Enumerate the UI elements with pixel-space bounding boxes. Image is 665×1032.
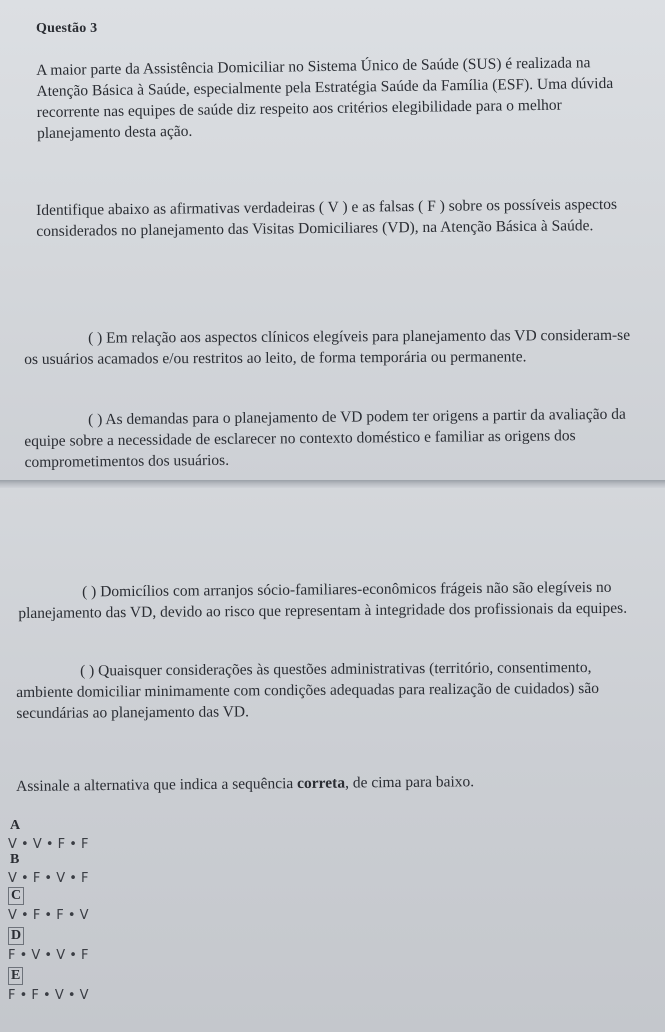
- option-c[interactable]: [8, 886, 128, 925]
- option-e[interactable]: [8, 966, 128, 1005]
- option-a[interactable]: [8, 816, 128, 854]
- option-sequence: V • F • V • F: [8, 871, 89, 886]
- option-letter: E: [8, 967, 23, 985]
- option-d[interactable]: [8, 926, 128, 965]
- option-sequence: F • F • V • V: [8, 988, 89, 1003]
- paper-fold: [0, 480, 665, 488]
- prompt-text-end: , de cima para baixo.: [344, 773, 475, 792]
- statement-4: ( ) Quaisquer considerações às questões administrativas (território, consentimento, ambiente domiciliar minimamente com condições adequadas para realização de cuidados) são secundárias ao planejamento das VD.: [16, 658, 599, 722]
- option-letter: A: [10, 818, 21, 833]
- option-sequence: V • V • F • F: [8, 837, 89, 852]
- statement-2: ( ) As demandas para o planejamento de VD podem ter origens a partir da avaliação da equipe sobre a necessidade de esclarecer no contexto doméstico e familiar as origens dos comprometimentos dos usuários.: [24, 405, 626, 471]
- statement-1: ( ) Em relação aos aspectos clínicos elegíveis para planejamento das VD consideram-se os usuários acamados e/ou restritos ao leito, de forma temporária ou permanente.: [24, 326, 631, 368]
- option-b[interactable]: [8, 850, 128, 888]
- option-sequence: F • V • V • F: [8, 948, 89, 963]
- prompt-text-bold: correta: [297, 774, 346, 793]
- option-sequence: V • F • F • V: [8, 908, 89, 923]
- question-instruction: Identifique abaixo as afirmativas verdadeiras ( V ) e as falsas ( F ) sobre os possíveis aspectos considerados no planejamento das Visitas Domiciliares (VD), na Atenção Básica à Saúde.: [36, 195, 618, 240]
- option-letter: D: [8, 927, 24, 945]
- statement-3: ( ) Domicílios com arranjos sócio-familiares-econômicos frágeis não são elegíveis no planejamento das VD, devido ao risco que representam à integridade dos profissionais da equipes.: [18, 578, 628, 622]
- question-context: A maior parte da Assistência Domiciliar no Sistema Único de Saúde (SUS) é realizada na Atenção Básica à Saúde, especialmente pela Estratégia Saúde da Família (ESF). Uma dúvida recorrente nas equipes de saúde diz respeito aos critérios elegibilidade para o melhor planejamento desta ação.: [36, 54, 614, 142]
- prompt-text-start: Assinale a alternativa que indica a sequência: [16, 775, 298, 795]
- option-letter: B: [10, 852, 20, 867]
- question-title: Questão 3: [36, 21, 98, 36]
- option-letter: C: [8, 887, 24, 905]
